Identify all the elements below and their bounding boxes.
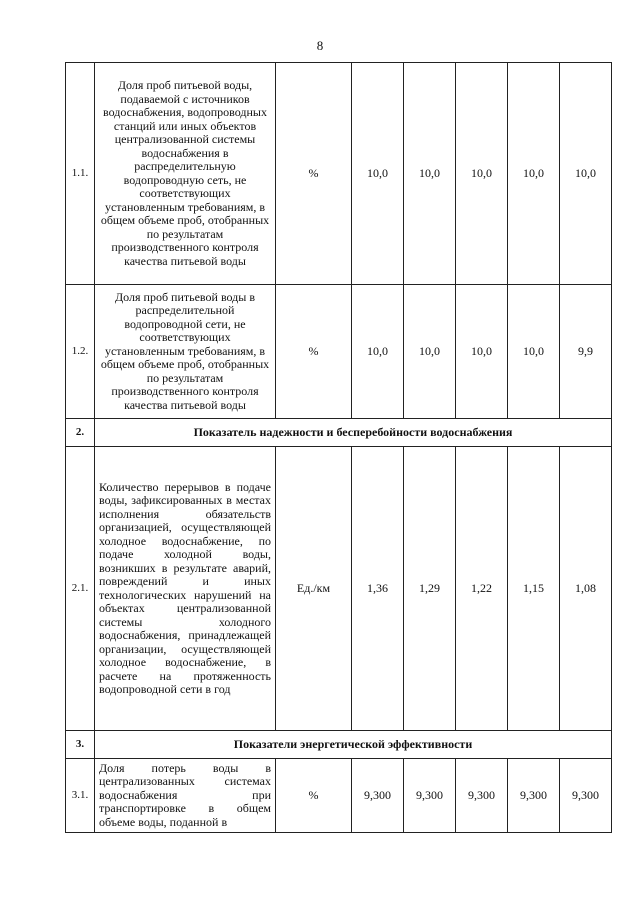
value-cell: 9,300 (404, 759, 456, 833)
unit-cell: % (276, 63, 352, 285)
table-row (66, 285, 612, 419)
value-cell: 1,15 (508, 447, 560, 731)
indicator-description: Доля проб питьевой воды, подаваемой с источников водоснабжения, водопроводных станций или иных объектов централизованной системы водоснабжения в распределительную водопроводную сеть, не соответствующих установленным требованиям, в общем объеме проб, отобранных по результатам производственного контроля качества питьевой воды (95, 63, 276, 285)
row-number: 1.1. (66, 63, 95, 285)
row-number: 2.1. (66, 447, 95, 731)
value-cell: 9,300 (456, 759, 508, 833)
page-number: 8 (316, 38, 324, 53)
value-cell: 10,0 (456, 63, 508, 285)
value-cell: 1,08 (560, 447, 612, 731)
section-row (66, 419, 612, 447)
indicator-description: Доля проб питьевой воды в распределительной водопроводной сети, не соответствующих установленным требованиям, в общем объеме проб, отобранных по результатам производственного контроля качества питьевой воды (95, 285, 276, 419)
value-cell: 10,0 (352, 285, 404, 419)
section-title: Показатели энергетической эффективности (95, 731, 612, 759)
section-row (66, 731, 612, 759)
value-cell: 10,0 (560, 63, 612, 285)
value-cell: 1,22 (456, 447, 508, 731)
table-row (66, 759, 612, 833)
unit-cell: % (276, 759, 352, 833)
value-cell: 9,9 (560, 285, 612, 419)
value-cell: 10,0 (508, 63, 560, 285)
value-cell: 9,300 (508, 759, 560, 833)
value-cell: 1,36 (352, 447, 404, 731)
indicator-description: Количество перерывов в подаче воды, зафиксированных в местах исполнения обязательств организацией, осуществляющей холодное водоснабжение, по подаче холодной воды, возникших в результате аварий, повреждений и иных технологических нарушений на объектах централизованной системы холодного водоснабжения, принадлежащей организации, осуществляющей холодное водоснабжение, в расчете на протяженность водопроводной сети в год (95, 447, 276, 731)
value-cell: 10,0 (404, 63, 456, 285)
section-number: 3. (66, 731, 95, 759)
table-row (66, 447, 612, 731)
row-number: 1.2. (66, 285, 95, 419)
unit-cell: Ед./км (276, 447, 352, 731)
unit-cell: % (276, 285, 352, 419)
value-cell: 10,0 (404, 285, 456, 419)
section-number: 2. (66, 419, 95, 447)
value-cell: 10,0 (456, 285, 508, 419)
value-cell: 9,300 (560, 759, 612, 833)
indicators-table (65, 62, 612, 833)
row-number: 3.1. (66, 759, 95, 833)
section-title: Показатель надежности и бесперебойности водоснабжения (95, 419, 612, 447)
indicator-description: Доля потерь воды в централизованных системах водоснабжения при транспортировке в общем объеме воды, поданной в (95, 759, 276, 833)
table-row (66, 63, 612, 285)
value-cell: 10,0 (352, 63, 404, 285)
value-cell: 10,0 (508, 285, 560, 419)
value-cell: 9,300 (352, 759, 404, 833)
value-cell: 1,29 (404, 447, 456, 731)
